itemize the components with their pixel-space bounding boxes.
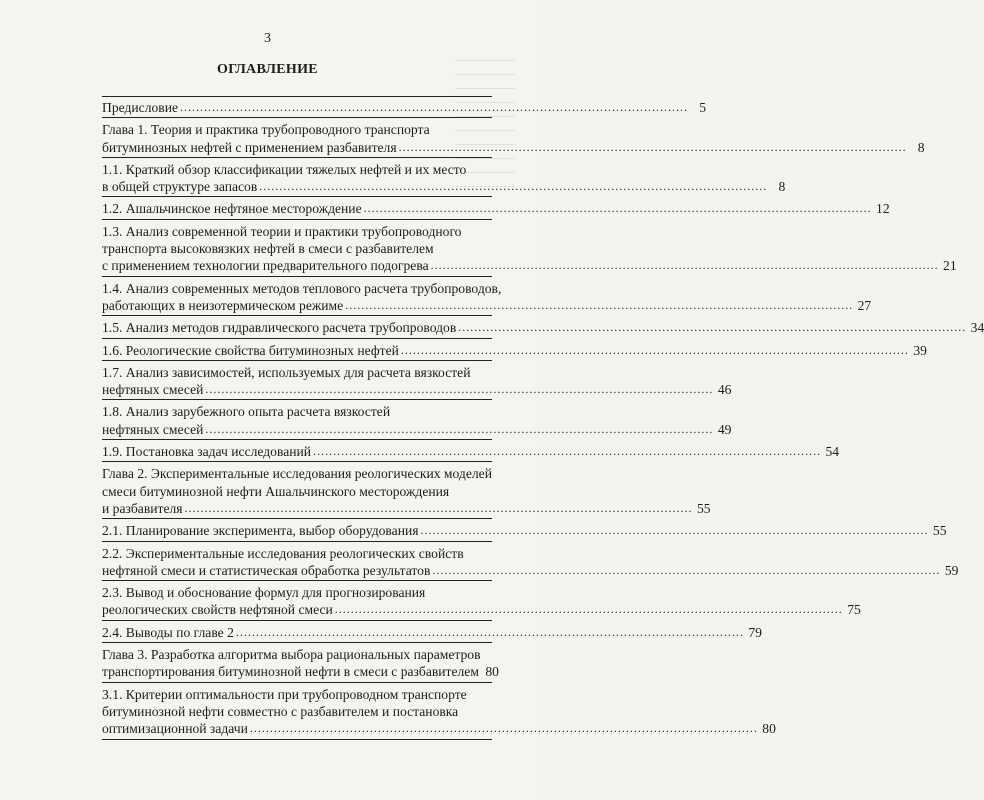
toc-entry-text: 1.3. Анализ современной теории и практики трубопроводного bbox=[102, 223, 462, 239]
toc-entry[interactable] bbox=[102, 159, 786, 198]
toc-entry-text: 1.9. Постановка задач исследований bbox=[102, 444, 312, 460]
page-number: 3 bbox=[264, 31, 271, 46]
toc-entry-line bbox=[102, 663, 499, 680]
dot-leader: ............................................................................................................................... bbox=[205, 382, 714, 397]
toc-entry-text: смеси битуминозной нефти Ашальчинского месторождения bbox=[102, 483, 450, 499]
toc-entry[interactable] bbox=[102, 463, 711, 519]
toc-entry-line bbox=[102, 624, 762, 641]
toc-entry-text: работающих в неизотермическом режиме bbox=[102, 297, 344, 313]
toc-entry-line bbox=[102, 223, 492, 240]
toc-entry-line bbox=[102, 421, 732, 438]
toc-entry-text: 2.3. Вывод и обоснование формул для прогнозирования bbox=[102, 585, 426, 601]
toc-entry-line bbox=[102, 381, 732, 398]
toc-entry-text: 1.4. Анализ современных методов теплового расчета трубопроводов, bbox=[102, 280, 502, 296]
toc-entry-text: 1.6. Реологические свойства битуминозных нефтей bbox=[102, 342, 399, 358]
toc-entry-line bbox=[102, 483, 492, 500]
toc-entry[interactable] bbox=[102, 622, 762, 643]
toc-entry[interactable] bbox=[102, 221, 957, 277]
toc-entry-text: 1.8. Анализ зарубежного опыта расчета вязкостей bbox=[102, 404, 391, 420]
dot-leader: ............................................................................................................................... bbox=[235, 624, 744, 639]
toc-entry-line bbox=[102, 139, 925, 156]
toc-entry-text: с применением технологии предварительного подогрева bbox=[102, 258, 429, 274]
toc-entry[interactable] bbox=[102, 520, 947, 541]
dot-leader: ............................................................................................................................... bbox=[458, 320, 967, 335]
toc-page-number: 21 bbox=[943, 258, 957, 274]
toc-page-number: 34 bbox=[970, 320, 984, 336]
toc-page-number: 5 bbox=[699, 100, 707, 115]
toc-entry-text: нефтяной смеси и статистическая обработка результатов bbox=[102, 562, 431, 578]
toc-entry[interactable] bbox=[102, 340, 927, 361]
toc-entry-text: оптимизационной задачи bbox=[102, 721, 248, 737]
toc-entry-line bbox=[102, 522, 947, 539]
toc-entry-line bbox=[102, 364, 492, 381]
toc-entry-text: 1.1. Краткий обзор классификации тяжелых нефтей и их место bbox=[102, 161, 467, 177]
toc-entry[interactable] bbox=[102, 362, 732, 401]
toc-entry-text: Глава 1. Теория и практика трубопроводного транспорта bbox=[102, 122, 430, 138]
toc-entry-text: 1.2. Ашальчинское нефтяное месторождение bbox=[102, 201, 362, 217]
toc-entry-text: 3.1. Критерии оптимальности при трубопроводном транспорте bbox=[102, 686, 467, 702]
toc-entry[interactable] bbox=[102, 96, 707, 118]
dot-leader: ............................................................................................................................... bbox=[430, 258, 939, 273]
toc-entry[interactable] bbox=[102, 441, 840, 462]
toc-entry-text: в общей структуре запасов bbox=[102, 179, 258, 195]
toc-page-number: 8 bbox=[778, 179, 786, 195]
toc-entry[interactable] bbox=[102, 543, 959, 582]
dot-leader: ............................................................................................................................... bbox=[363, 201, 872, 216]
toc-entry-line bbox=[102, 562, 959, 579]
toc-entry-line bbox=[102, 703, 492, 720]
dot-leader: ............................................................................................................................... bbox=[400, 342, 909, 357]
toc-entry[interactable] bbox=[102, 278, 872, 317]
toc-entry-line bbox=[102, 297, 872, 314]
toc-page-number: 54 bbox=[825, 444, 840, 460]
dot-leader: ............................................................................................................................... bbox=[180, 100, 689, 114]
toc-page-number: 46 bbox=[717, 382, 732, 398]
toc-entry-line bbox=[102, 200, 890, 217]
toc-page-number: 75 bbox=[847, 602, 861, 618]
toc-page-number: 27 bbox=[857, 297, 872, 313]
dot-leader: ............................................................................................................................... bbox=[313, 444, 822, 459]
toc-entry[interactable] bbox=[102, 401, 732, 440]
toc-entry-text: транспортирования битуминозной нефти в смеси с разбавителем bbox=[102, 664, 479, 680]
toc-entry[interactable] bbox=[102, 119, 925, 158]
toc-entry-text: и разбавителя bbox=[102, 500, 183, 516]
toc-page-number: 55 bbox=[932, 523, 947, 539]
toc-entry-text: 1.5. Анализ методов гидравлического расчета трубопроводов bbox=[102, 320, 457, 336]
toc-entry-line bbox=[102, 319, 984, 336]
toc-entry-text: 2.1. Планирование эксперимента, выбор оборудования bbox=[102, 523, 419, 539]
page-title: ОГЛАВЛЕНИЕ bbox=[217, 62, 318, 77]
toc-entry-line bbox=[102, 403, 492, 420]
toc-entry-line bbox=[102, 121, 492, 138]
toc-entry-text: транспорта высоковязких нефтей в смеси с разбавителем bbox=[102, 241, 434, 257]
toc-page-number: 12 bbox=[876, 201, 890, 217]
toc-entry-text: 2.2. Экспериментальные исследования реологических свойств bbox=[102, 545, 464, 561]
dot-leader: ............................................................................................................................... bbox=[432, 562, 941, 577]
toc-entry-text: нефтяных смесей bbox=[102, 382, 204, 398]
toc-entry-text: 2.4. Выводы по главе 2 bbox=[102, 624, 234, 640]
dot-leader: ............................................................................................................................... bbox=[420, 523, 929, 538]
toc-entry-text: нефтяных смесей bbox=[102, 421, 204, 437]
toc-entry-line bbox=[102, 646, 492, 663]
toc-entry-text: битуминозных нефтей с применением разбавителя bbox=[102, 139, 397, 155]
dot-leader: ............................................................................................................................... bbox=[249, 721, 758, 736]
toc-entry-text: 1.7. Анализ зависимостей, используемых для расчета вязкостей bbox=[102, 364, 471, 380]
toc-entry-line bbox=[102, 500, 711, 517]
dot-leader: ............................................................................................................................... bbox=[205, 421, 714, 436]
toc-entry-line bbox=[102, 99, 707, 116]
toc-entry-text: Предисловие bbox=[102, 100, 179, 115]
dot-leader: ............................................................................................................................... bbox=[334, 602, 843, 617]
toc-entry-line bbox=[102, 465, 492, 482]
dot-leader: ............................................................................................................................... bbox=[398, 139, 907, 154]
toc-page-number: 80 bbox=[485, 664, 499, 680]
toc-entry-text: Глава 2. Экспериментальные исследования реологических моделей bbox=[102, 466, 492, 482]
dot-leader: ............................................................................................................................... bbox=[259, 179, 768, 194]
toc-page-number: 80 bbox=[762, 721, 776, 737]
toc-entry[interactable] bbox=[102, 198, 890, 219]
table-of-contents bbox=[102, 96, 984, 741]
toc-entry-line bbox=[102, 257, 957, 274]
toc-page-number: 8 bbox=[917, 139, 925, 155]
toc-entry-line bbox=[102, 686, 492, 703]
toc-entry-line bbox=[102, 545, 492, 562]
toc-entry-line bbox=[102, 584, 492, 601]
toc-entry-line bbox=[102, 720, 776, 737]
toc-entry[interactable] bbox=[102, 317, 984, 338]
toc-entry-line bbox=[102, 601, 861, 618]
toc-entry-line bbox=[102, 280, 502, 297]
toc-entry-line bbox=[102, 342, 927, 359]
dot-leader: ............................................................................................................................... bbox=[184, 500, 693, 515]
toc-entry[interactable] bbox=[102, 644, 499, 683]
toc-entry-line bbox=[102, 240, 492, 257]
toc-entry-line bbox=[102, 161, 492, 178]
toc-entry-text: битуминозной нефти совместно с разбавителем и постановка bbox=[102, 703, 459, 719]
toc-page-number: 59 bbox=[944, 562, 959, 578]
toc-entry[interactable] bbox=[102, 582, 861, 621]
toc-page-number: 79 bbox=[748, 624, 762, 640]
toc-entry-text: Глава 3. Разработка алгоритма выбора рациональных параметров bbox=[102, 647, 481, 663]
toc-entry[interactable] bbox=[102, 684, 776, 740]
dot-leader: ............................................................................................................................... bbox=[345, 297, 854, 312]
toc-page-number: 39 bbox=[913, 342, 927, 358]
toc-entry-text: реологических свойств нефтяной смеси bbox=[102, 602, 333, 618]
toc-page-number: 55 bbox=[696, 500, 711, 516]
toc-entry-line bbox=[102, 443, 840, 460]
toc-page-number: 49 bbox=[717, 421, 732, 437]
toc-entry-line bbox=[102, 178, 786, 195]
